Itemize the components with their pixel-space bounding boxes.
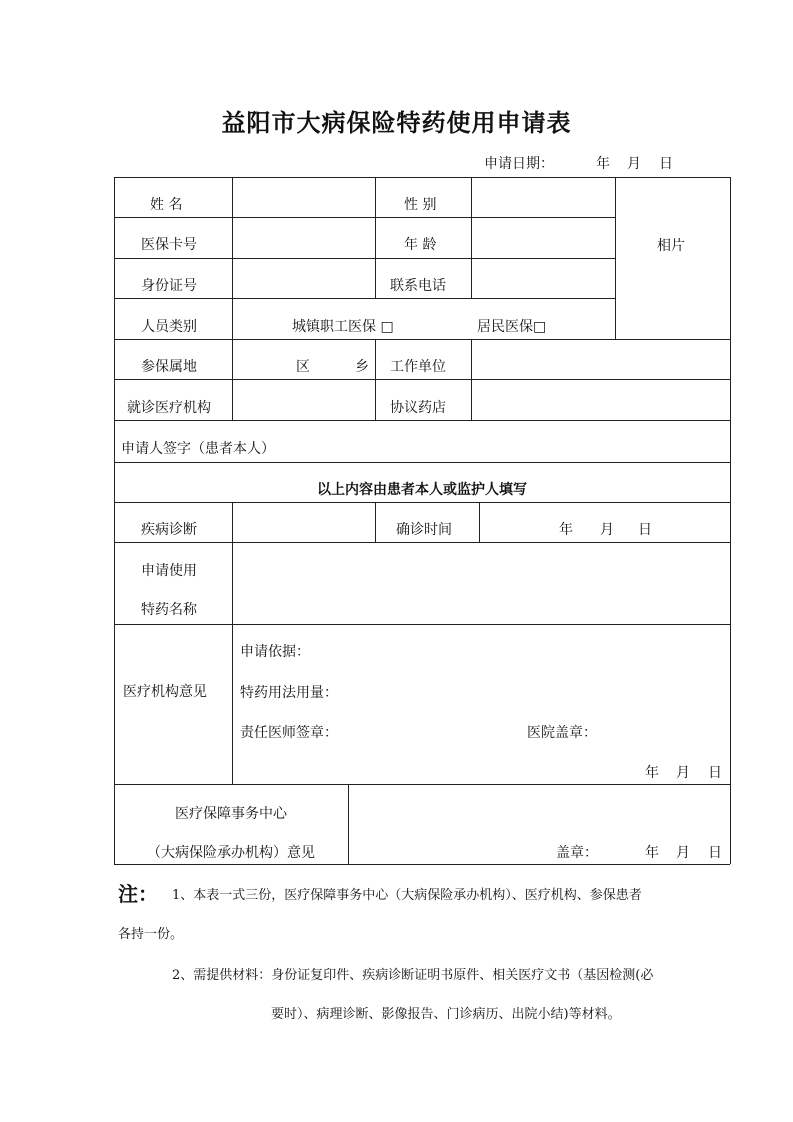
application-date-day: 日 [659, 156, 673, 172]
applicant-signature-label: 申请人签字（患者本人） [121, 441, 275, 457]
age-label: 年 龄 [404, 237, 437, 253]
category-option-urban-employee[interactable]: 城镇职工医保 □ [292, 319, 394, 335]
pharmacy-label: 协议药店 [390, 400, 446, 416]
institution-opinion-label: 医疗机构意见 [123, 684, 207, 700]
id-number-label: 身份证号 [141, 278, 197, 294]
application-basis-label: 申请依据： [240, 644, 310, 660]
clinic-label: 就诊医疗机构 [127, 400, 211, 416]
drug-name-label-line2: 特药名称 [141, 602, 197, 618]
center-label-line2: （大病保险承办机构）意见 [147, 845, 315, 861]
confirm-time-label: 确诊时间 [396, 522, 452, 538]
application-date-month: 月 [627, 156, 641, 172]
opinion-month: 月 [676, 765, 690, 781]
note-item1-line2: 各持一份。 [118, 927, 184, 942]
drug-usage-label: 特药用法用量： [240, 685, 338, 701]
person-category-label: 人员类别 [141, 319, 197, 335]
phone-label: 联系电话 [390, 278, 446, 294]
application-date-year: 年 [596, 156, 610, 172]
center-month: 月 [676, 845, 690, 861]
application-date-label: 申请日期： [484, 156, 554, 172]
center-label-line1: 医疗保障事务中心 [175, 806, 287, 822]
drug-name-label-line1: 申请使用 [141, 563, 197, 579]
note-item1-line1: 1、本表一式三份，医疗保障事务中心（大病保险承办机构）、医疗机构、参保患者 [172, 888, 642, 903]
medical-card-label: 医保卡号 [141, 237, 197, 253]
center-day: 日 [708, 845, 722, 861]
township-label: 乡 [355, 359, 369, 375]
workplace-label: 工作单位 [390, 359, 446, 375]
confirm-year: 年 [559, 522, 573, 538]
notes-heading: 注： [118, 882, 158, 906]
opinion-year: 年 [645, 765, 659, 781]
district-label: 区 [296, 359, 310, 375]
insured-place-label: 参保属地 [141, 359, 197, 375]
diagnosis-label: 疾病诊断 [141, 522, 197, 538]
gender-label: 性 别 [404, 197, 437, 213]
filled-by-note: 以上内容由患者本人或监护人填写 [317, 482, 527, 498]
confirm-day: 日 [638, 522, 652, 538]
center-year: 年 [645, 845, 659, 861]
photo-label: 相片 [657, 238, 685, 254]
page-title: 益阳市大病保险特药使用申请表 [221, 109, 572, 137]
center-seal-label: 盖章： [556, 845, 598, 861]
name-label: 姓 名 [150, 197, 183, 213]
category-option-resident[interactable]: 居民医保□ [477, 319, 547, 335]
doctor-signature-label: 责任医师签章： [240, 725, 338, 741]
application-form-table [114, 177, 730, 864]
note-item2-line2: 要时）、病理诊断、影像报告、门诊病历、出院小结)等材料。 [271, 1007, 621, 1022]
note-item2-line1: 2、需提供材料：身份证复印件、疾病诊断证明书原件、相关医疗文书（基因检测(必 [172, 968, 654, 983]
confirm-month: 月 [600, 522, 614, 538]
opinion-day: 日 [708, 765, 722, 781]
hospital-seal-label: 医院盖章： [527, 725, 597, 741]
